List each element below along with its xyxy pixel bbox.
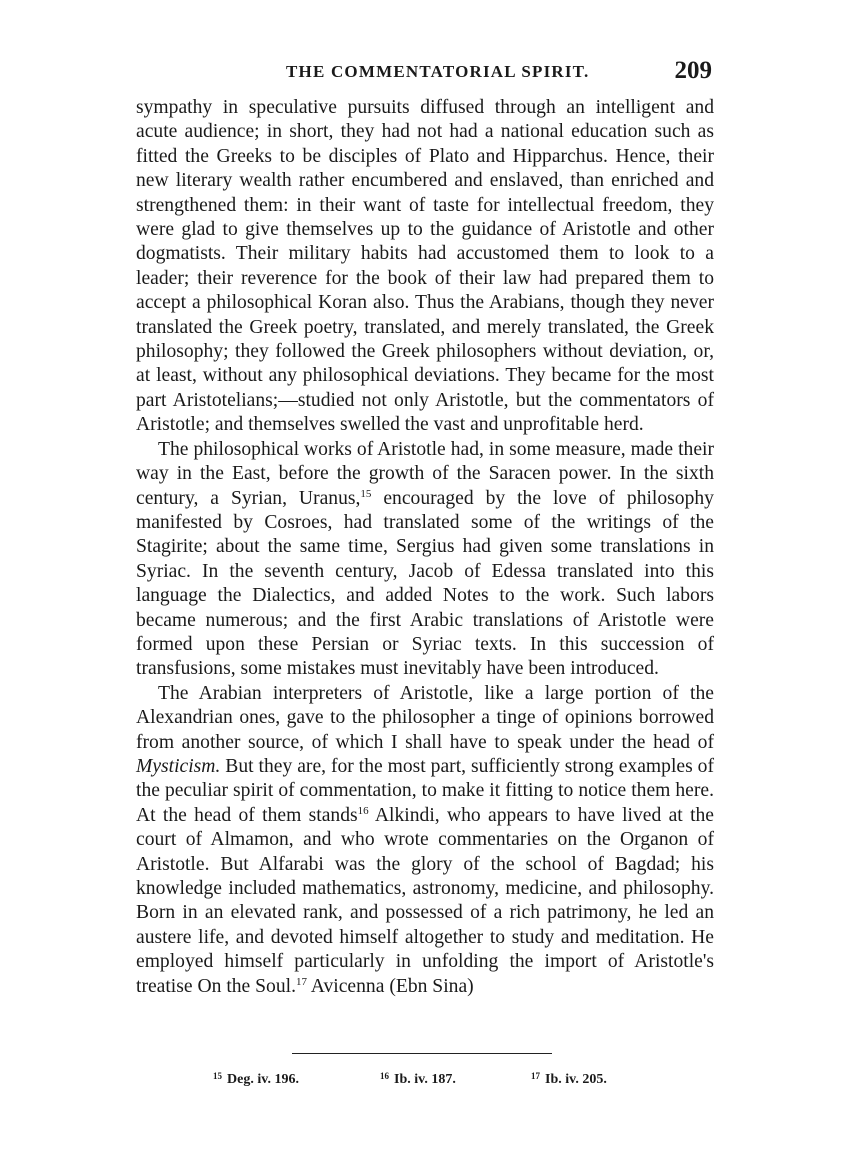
page-number: 209 — [674, 57, 712, 84]
footnote — [531, 1072, 607, 1088]
footnote-number: 16 — [380, 1071, 389, 1081]
footnote-text: Ib. iv. 205. — [545, 1072, 607, 1087]
running-title: THE COMMENTATORIAL SPIRIT. — [286, 62, 590, 81]
footnote — [380, 1072, 456, 1088]
running-head — [136, 57, 714, 96]
footnote-text: Ib. iv. 187. — [394, 1072, 456, 1087]
body-text — [136, 96, 714, 999]
paragraph: The Arabian interpreters of Aristotle, like a large portion of the Alexandrian ones, gave to the philosopher a tinge of opinions borrowed from another source, of which I shall have to speak under the head of Mysticism. But they are, for the most part, sufficiently strong examples of the peculiar spirit of commentation, to make it fitting to notice them here. At the head of them stands$^{16}$ Alkindi, who appears to have lived at the court of Almamon, and who wrote commentaries on the Organon of Aristotle. But Alfarabi was the glory of the school of Bagdad; his knowledge included mathematics, astronomy, medicine, and philosophy. Born in an elevated rank, and possessed of a rich patrimony, he led an austere life, and devoted himself altogether to study and meditation. He employed himself particularly in unfolding the import of Aristotle's treatise On the Soul.$^{17}$ Avicenna (Ebn Sina) — [136, 682, 715, 997]
paragraph: The philosophical works of Aristotle had, in some measure, made their way in the East, before the growth of the Saracen power. In the sixth century, a Syrian, Uranus,$^{15}$ encouraged by the love of philosophy manifested by Cosroes, had translated some of the writings of the Stagirite; about the same time, Sergius had given some translations in Syriac. In the seventh century, Jacob of Edessa translated into this language the Dialectics, and added Notes to the work. Such labors became numerous; and the first Arabic translations of Aristotle were formed upon these Persian or Syriac texts. In this succession of transfusions, some mistakes must inevitably have been introduced. — [136, 438, 714, 680]
footnote-marker: 17 — [295, 975, 307, 988]
footnote-marker: 16 — [357, 804, 369, 817]
book-page — [136, 57, 715, 999]
footnote-divider — [292, 1053, 552, 1054]
footnote-number: 17 — [531, 1071, 540, 1081]
paragraph: sympathy in speculative pursuits diffused through an intelligent and acute audience; in short, they had not had a national education such as fitted the Greeks to be disciples of Plato and Hipparchus. Hence, their new literary wealth rather encumbered and enslaved, than enriched and strengthened them: in their want of taste for intellectual freedom, they were glad to give themselves up to the guidance of Aristotle and other dogmatists. Their military habits had accustomed them to look to a leader; their reverence for the book of their law had prepared them to accept a philosophical Koran also. Thus the Arabians, though they never translated the Greek poetry, translated, and merely translated, the Greek philosophy; they followed the Greek philosophers without deviation, or, at least, without any philosophical deviations. They became for the most part Aristotelians;—studied not only Aristotle, but the commentators of Aristotle; and themselves swelled the vast and unprofitable herd. — [136, 97, 714, 436]
footnote — [213, 1072, 299, 1088]
emphasis: Mysticism. — [136, 755, 221, 777]
footnote-marker: 15 — [360, 487, 372, 500]
footnote-number: 15 — [213, 1071, 222, 1081]
footnote-text: Deg. iv. 196. — [227, 1072, 299, 1087]
